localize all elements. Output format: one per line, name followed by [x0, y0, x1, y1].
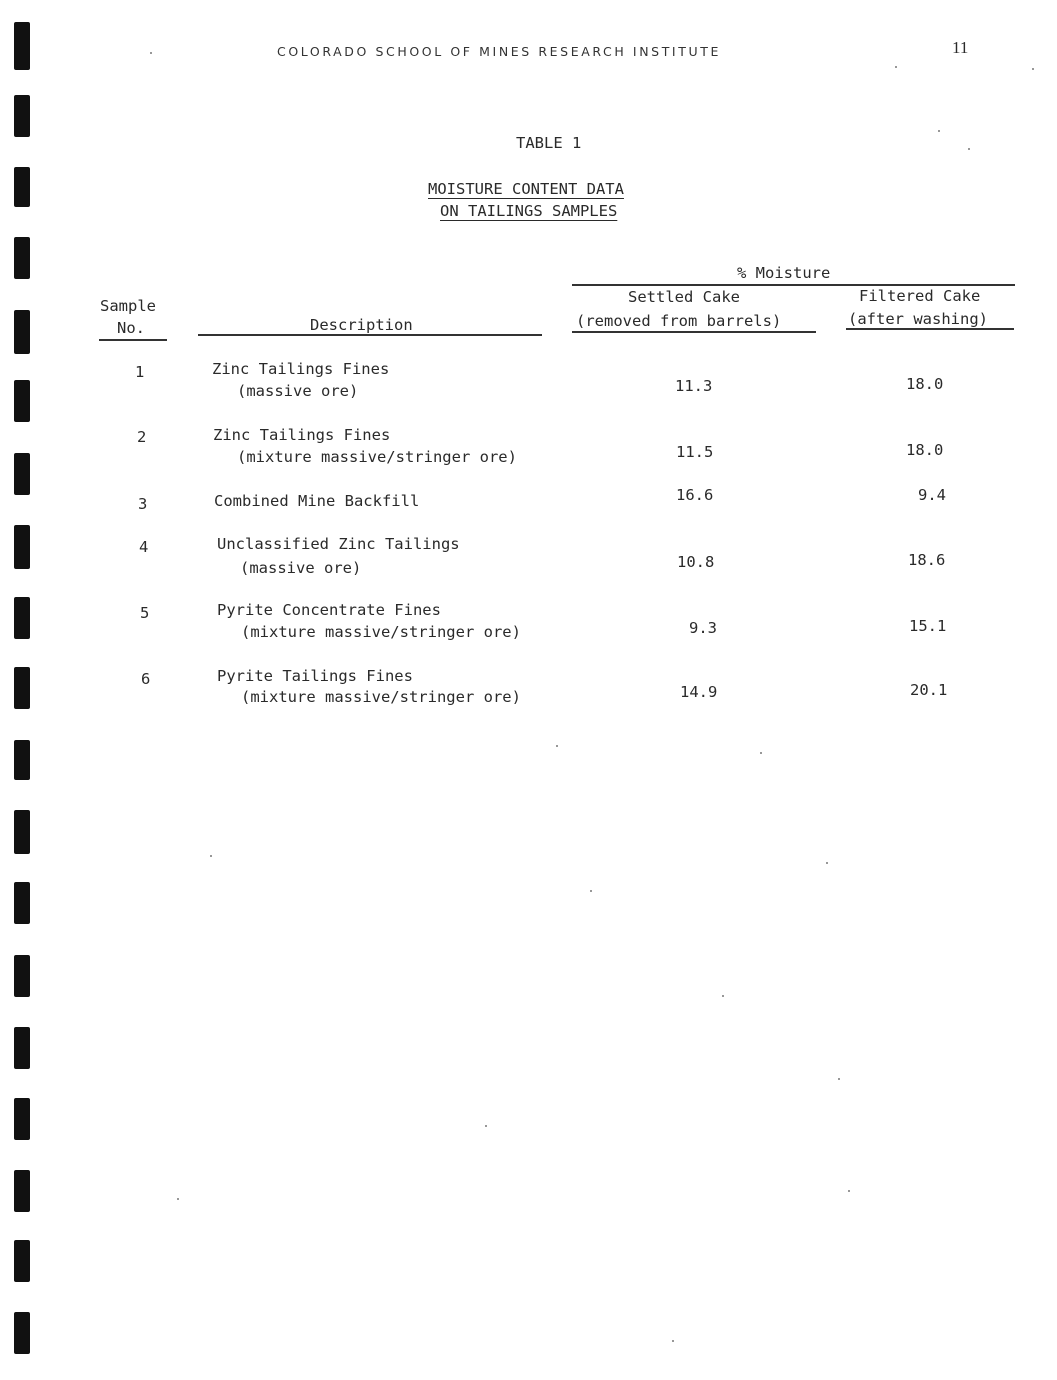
page-number: 11: [952, 38, 969, 57]
table-title-line-2: ON TAILINGS SAMPLES: [440, 202, 618, 220]
row-2-description-detail: (mixture massive/stringer ore): [237, 448, 517, 466]
binder-hole: [14, 1312, 30, 1354]
binder-hole: [14, 95, 30, 137]
description-header-rule: [198, 334, 542, 336]
row-2-settled-value: 11.5: [676, 443, 714, 461]
scan-speck: [210, 855, 212, 857]
description-header: Description: [310, 316, 413, 334]
row-6-description: Pyrite Tailings Fines: [217, 667, 413, 685]
row-2-description: Zinc Tailings Fines: [213, 426, 391, 444]
binder-hole: [14, 1098, 30, 1140]
binder-hole: [14, 237, 30, 279]
row-5-settled-value: 9.3: [689, 619, 717, 637]
scan-speck: [895, 66, 897, 68]
scan-speck: [938, 130, 940, 132]
row-1-description: Zinc Tailings Fines: [212, 360, 390, 378]
scan-speck: [590, 890, 592, 892]
scan-speck: [968, 148, 970, 150]
row-5-description-detail: (mixture massive/stringer ore): [241, 623, 521, 641]
filtered-header-line-1: Filtered Cake: [859, 287, 981, 305]
sample-header-rule: [99, 339, 167, 341]
row-2-filtered-value: 18.0: [906, 441, 944, 459]
row-1-sample-no: 1: [135, 363, 145, 381]
binder-hole: [14, 882, 30, 924]
scan-speck: [722, 995, 724, 997]
row-3-description: Combined Mine Backfill: [214, 492, 420, 510]
scan-speck: [485, 1125, 487, 1127]
filtered-header-line-2: (after washing): [848, 310, 988, 328]
binder-hole: [14, 1170, 30, 1212]
institution-header: COLORADO SCHOOL OF MINES RESEARCH INSTITUTE: [277, 44, 721, 59]
binder-hole: [14, 22, 30, 70]
row-6-description-detail: (mixture massive/stringer ore): [241, 688, 521, 706]
moisture-group-rule: [572, 284, 1015, 286]
binder-hole: [14, 1027, 30, 1069]
scan-speck: [848, 1190, 850, 1192]
settled-header-line-2: (removed from barrels): [576, 312, 782, 330]
table-title-line-1: MOISTURE CONTENT DATA: [428, 180, 624, 198]
binder-hole: [14, 1240, 30, 1282]
row-4-description-detail: (massive ore): [240, 559, 362, 577]
row-6-filtered-value: 20.1: [910, 681, 948, 699]
binder-hole: [14, 597, 30, 639]
row-6-sample-no: 6: [141, 670, 151, 688]
sample-header-line-1: Sample: [100, 297, 156, 315]
row-2-sample-no: 2: [137, 428, 147, 446]
row-5-filtered-value: 15.1: [909, 617, 947, 635]
row-1-description-detail: (massive ore): [237, 382, 359, 400]
moisture-group-header: % Moisture: [737, 264, 831, 282]
row-3-sample-no: 3: [138, 495, 148, 513]
scan-speck: [150, 52, 152, 54]
table-label: TABLE 1: [516, 134, 582, 152]
row-6-settled-value: 14.9: [680, 683, 718, 701]
row-3-filtered-value: 9.4: [918, 486, 946, 504]
binder-hole: [14, 525, 30, 569]
filtered-header-rule: [846, 328, 1014, 330]
scan-speck: [838, 1078, 840, 1080]
scan-speck: [672, 1340, 674, 1342]
binder-hole: [14, 453, 30, 495]
row-1-filtered-value: 18.0: [906, 375, 944, 393]
row-4-description: Unclassified Zinc Tailings: [217, 535, 460, 553]
binder-hole: [14, 810, 30, 854]
sample-header-line-2: No.: [117, 319, 145, 337]
binder-hole: [14, 955, 30, 997]
row-5-sample-no: 5: [140, 604, 150, 622]
row-4-filtered-value: 18.6: [908, 551, 946, 569]
scan-speck: [1032, 68, 1034, 70]
binder-holes: [0, 0, 40, 1380]
scan-speck: [760, 752, 762, 754]
row-4-settled-value: 10.8: [677, 553, 715, 571]
row-5-description: Pyrite Concentrate Fines: [217, 601, 441, 619]
scan-speck: [556, 745, 558, 747]
binder-hole: [14, 167, 30, 207]
settled-header-line-1: Settled Cake: [628, 288, 740, 306]
row-1-settled-value: 11.3: [675, 377, 713, 395]
row-3-settled-value: 16.6: [676, 486, 714, 504]
scan-speck: [826, 862, 828, 864]
scan-speck: [177, 1198, 179, 1200]
row-4-sample-no: 4: [139, 538, 149, 556]
binder-hole: [14, 667, 30, 709]
binder-hole: [14, 380, 30, 422]
binder-hole: [14, 310, 30, 354]
binder-hole: [14, 740, 30, 780]
settled-header-rule: [572, 331, 816, 333]
